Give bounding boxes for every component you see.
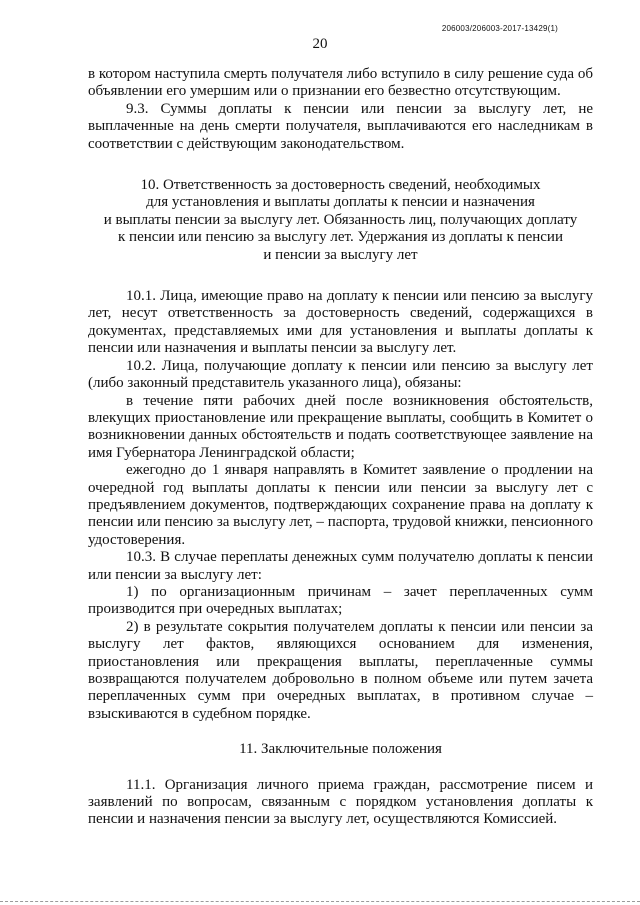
scan-bottom-edge: [0, 901, 640, 902]
paragraph-11-1: 11.1. Организация личного приема граждан, рассмотрение писем и заявлений по вопросам, связанным с порядком установления доплаты к пенсии и назначения пенсии за выслугу лет, осуществляются Комиссией.: [88, 776, 593, 828]
section-10-heading: [88, 177, 593, 264]
section-10-heading-line: 10. Ответственность за достоверность сведений, необходимых: [140, 177, 541, 194]
section-10-heading-line: к пенсии или пенсию за выслугу лет. Удержания из доплаты к пенсии: [118, 229, 563, 246]
paragraph-10-2: 10.2. Лица, получающие доплату к пенсии или пенсию за выслугу лет (либо законный представитель указанного лица), обязаны:: [88, 357, 593, 392]
section-11-heading: 11. Заключительные положения: [239, 741, 442, 758]
paragraph-10-3-item-2: 2) в результате сокрытия получателем доплаты к пенсии или пенсии за выслугу лет фактов, являющихся основанием для изменения, приостановления или прекращения выплаты, переплаченные суммы возвращаются получателем добровольно в полном объеме или путем зачета переплаченных сумм при очередных выплатах, в противном случае – взыскиваются в судебном порядке.: [88, 618, 593, 722]
section-10-heading-line: и выплаты пенсии за выслугу лет. Обязанность лиц, получающих доплату: [103, 211, 578, 228]
paragraph-10-3: 10.3. В случае переплаты денежных сумм получателю доплаты к пенсии или пенсии за выслугу лет:: [88, 549, 593, 583]
paragraph-10-1: 10.1. Лица, имеющие право на доплату к пенсии или пенсию за выслугу лет, несут ответственность за достоверность сведений, содержащихся в документах, представляемых ими для установления и выплаты доплаты к пенсии или назначения и выплаты пенсии за выслугу лет.: [88, 288, 593, 357]
page-number: 20: [312, 36, 328, 52]
section-10-heading-line: и пенсии за выслугу лет: [263, 246, 418, 263]
document-body: [88, 66, 593, 829]
document-registration-number: 206003/206003-2017-13429(1): [441, 24, 558, 33]
paragraph-10-3-item-1: 1) по организационным причинам – зачет переплаченных сумм производится при очередных выплатах;: [88, 583, 593, 618]
paragraph-9-2-continuation: в котором наступила смерть получателя либо вступило в силу решение суда об объявлении его умершим или о признании его безвестно отсутствующим.: [88, 66, 593, 100]
paragraph-10-2-obligation-annual: ежегодно до 1 января направлять в Комитет заявление о продлении на очередной год выплаты доплаты к пенсии или пенсии за выслугу лет с предъявлением документов, подтверждающих сохранение права на доплату к пенсии или пенсию за выслугу лет, – паспорта, трудовой книжки, пенсионного удостоверения.: [88, 462, 593, 548]
section-10-heading-line: для установления и выплаты доплаты к пенсии и назначения: [146, 194, 535, 211]
paragraph-9-3: 9.3. Суммы доплаты к пенсии или пенсии за выслугу лет, не выплаченные на день смерти получателя, выплачиваются его наследникам в соответствии с действующим законодательством.: [88, 100, 593, 152]
paragraph-10-2-obligation-notify: в течение пяти рабочих дней после возникновения обстоятельств, влекущих приостановление или прекращение выплаты, сообщить в Комитет о возникновении данных обстоятельств и подать соответствующее заявление на имя Губернатора Ленинградской области;: [88, 392, 593, 461]
